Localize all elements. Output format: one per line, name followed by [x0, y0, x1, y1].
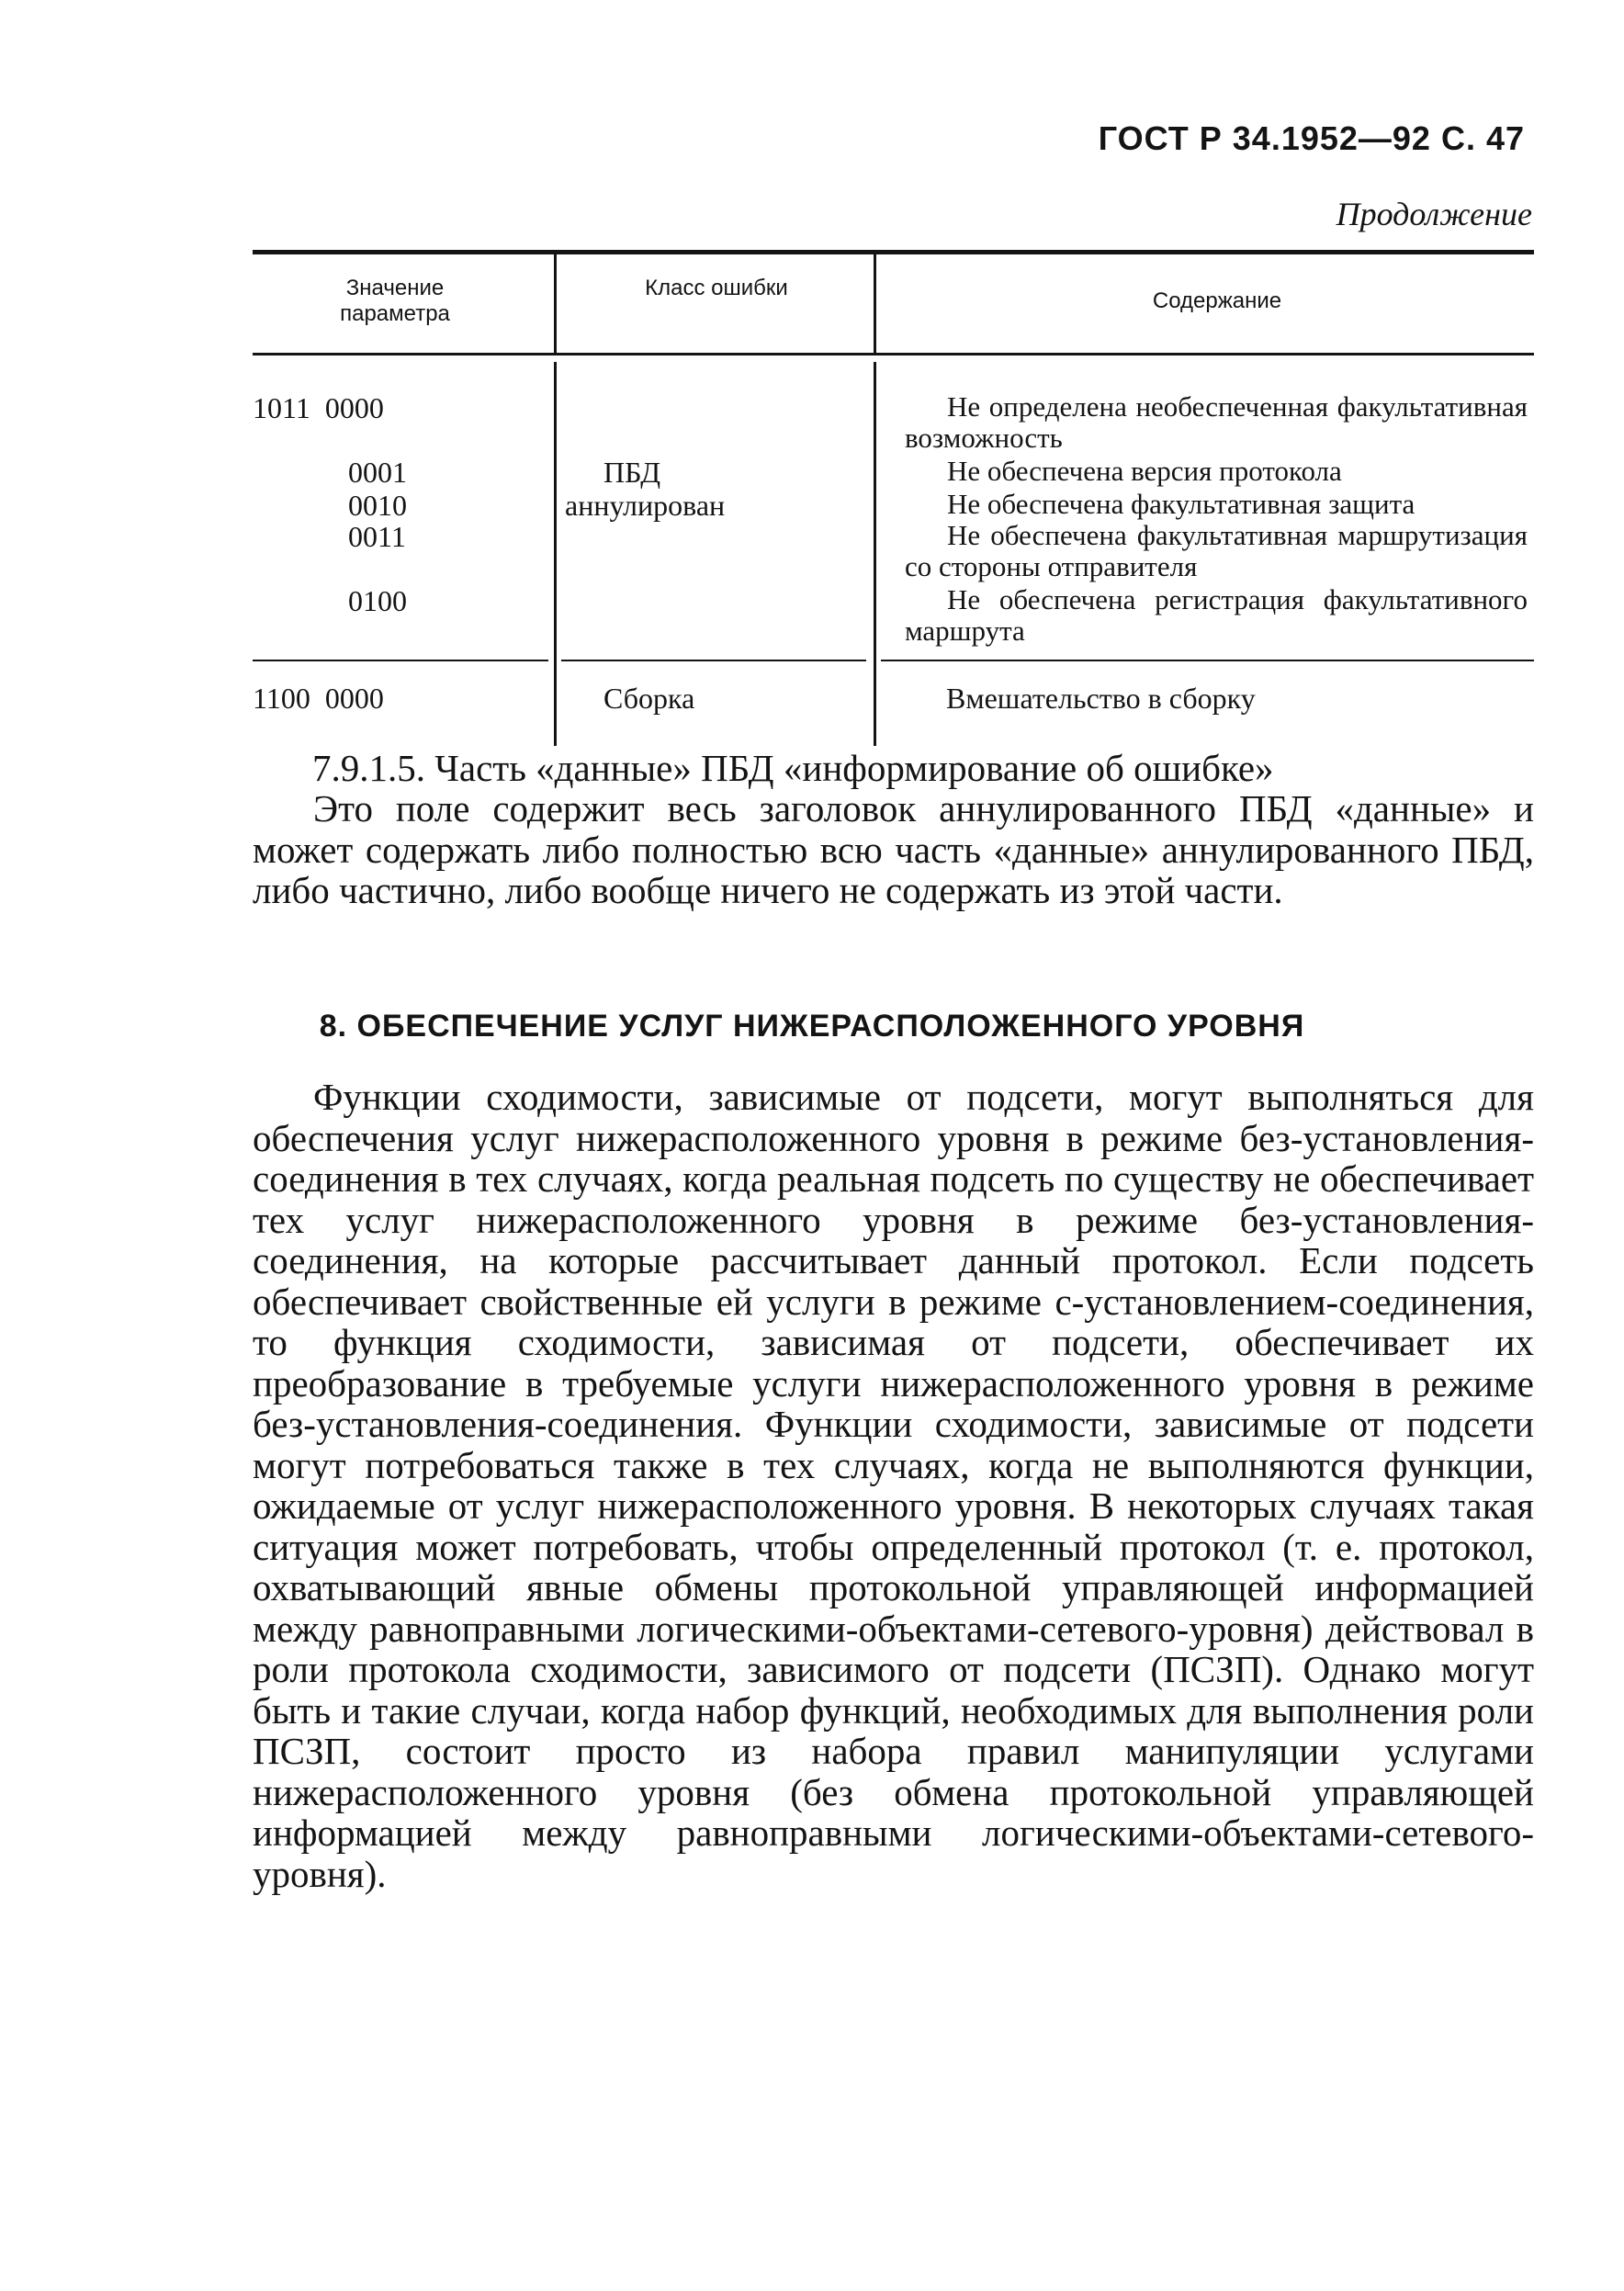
description-cell: Не обеспечена версия протокола	[947, 455, 1342, 487]
param-code: 0100	[348, 584, 407, 617]
column-header-content: Содержание	[1152, 288, 1282, 313]
column-header-error-class: Класс ошибки	[645, 276, 788, 300]
table-group-rule	[253, 660, 548, 661]
section-paragraph: Функции сходимости, зависимые от подсети, могут выполняться для обеспечения услуг нижерасположенного уровня в режиме без-установления-соединения в тех случаях, когда реальная подсеть по существу не обеспечивает тех услуг нижерасположенного уровня в режиме без-установления-соединения, на которые рассчитывает данный протокол. Если подсеть обеспечивает свойственные ей услуги в режиме с-установлением-соединения, то функция сходимости, зависимая от подсети, обеспечивает их преобразование в требуемые услуги нижерасположенного уровня в режиме без-установления-соединения. Функции сходимости, зависимые от подсети могут потребоваться также в тех случаях, когда не выполняются функции, ожидаемые от услуг нижерасположенного уровня. В некоторых случаях такая ситуация может потребовать, чтобы определенный протокол (т. е. протокол, охватывающий явные обмены протокольной управляющей информацией между равноправными логическими-объектами-сетевого-уровня) действовал в роли протокола сходимости, зависимого от подсети (ПСЗП). Однако могут быть и такие случаи, когда набор функций, необходимых для выполнения роли ПСЗП, состоит просто из набора правил манипуляции услугами нижерасположенного уровня (без обмена протокольной управляющей информацией между равноправными логическими-объектами-сетевого-уровня).	[253, 1076, 1534, 1895]
continuation-label: Продолжение	[1336, 196, 1532, 232]
section-heading: 8. ОБЕСПЕЧЕНИЕ УСЛУГ НИЖЕРАСПОЛОЖЕННОГО УРОВНЯ	[319, 1009, 1305, 1044]
param-code: 0001	[348, 456, 407, 489]
subsection-title: 7.9.1.5. Часть «данные» ПБД «информирование об ошибке»	[312, 747, 1274, 789]
table-col-divider	[554, 362, 557, 746]
error-class-cell: ПБД аннулирован	[565, 456, 726, 522]
param-code: 0010	[348, 489, 407, 522]
param-code: 1100 0000	[253, 682, 384, 715]
param-code: 1011 0000	[253, 391, 384, 424]
table-header-rule	[253, 353, 1534, 356]
description-cell: Не определена необеспеченная факультативная возможность	[905, 390, 1528, 454]
table-col-divider	[874, 254, 876, 353]
description-cell: Не обеспечена регистрация факультативного маршрута	[905, 583, 1528, 647]
subsection-paragraph: Это поле содержит весь заголовок аннулированного ПБД «данные» и может содержать либо полностью всю часть «данные» аннулированного ПБД, либо частично, либо вообще ничего не содержать из этой части.	[253, 787, 1534, 911]
page-header: ГОСТ Р 34.1952—92 С. 47	[1098, 119, 1525, 157]
table-col-divider	[874, 362, 876, 746]
table-top-rule	[253, 250, 1534, 254]
column-header-param-value: Значение параметра	[340, 276, 450, 326]
param-code: 0011	[348, 520, 406, 553]
error-codes-table	[253, 250, 1534, 746]
table-col-divider	[554, 254, 557, 353]
description-cell: Не обеспечена факультативная защита	[947, 488, 1415, 520]
error-class-cell: Сборка	[603, 682, 695, 715]
table-group-rule	[561, 660, 866, 661]
table-group-rule	[881, 660, 1534, 661]
description-cell: Не обеспечена факультативная маршрутизация со стороны отправителя	[905, 519, 1528, 582]
description-cell: Вмешательство в сборку	[946, 682, 1256, 715]
